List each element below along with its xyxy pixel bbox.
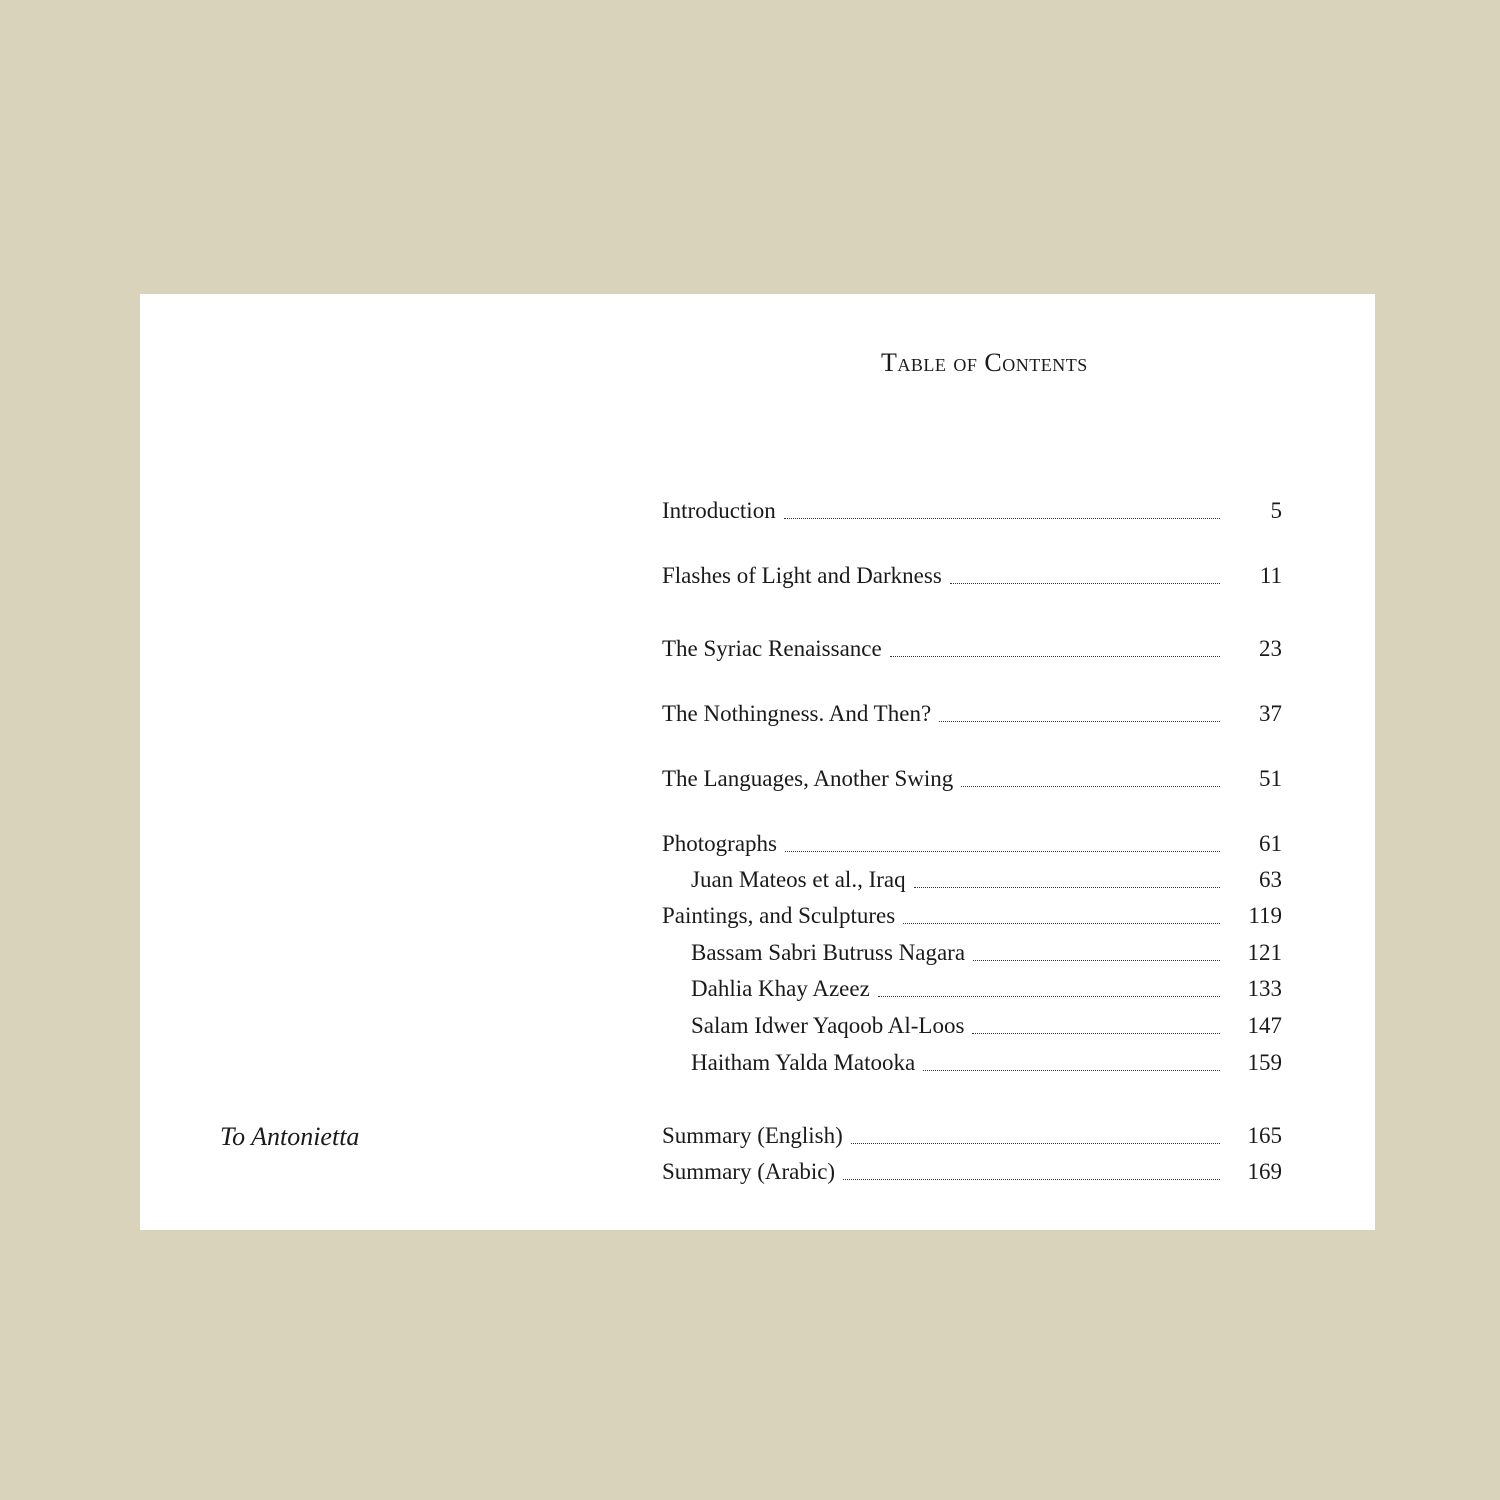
toc-entry-page: 61 — [1259, 831, 1282, 856]
dot-leader — [878, 996, 1220, 997]
toc-entry-page: 159 — [1247, 1050, 1282, 1075]
toc-entry — [662, 698, 1282, 730]
toc-subentry — [662, 973, 1282, 1005]
toc-title: Table of Contents — [881, 348, 1088, 377]
toc-entry-label: Juan Mateos et al., Iraq — [691, 867, 906, 892]
dedication: To Antonietta — [220, 1122, 360, 1151]
toc-entry — [662, 828, 1282, 860]
toc-entry — [662, 495, 1282, 527]
toc-entry-page: 23 — [1259, 636, 1282, 661]
toc-entry-label: Dahlia Khay Azeez — [691, 976, 870, 1001]
toc-entry-page: 169 — [1247, 1159, 1282, 1184]
toc-subentry — [662, 1010, 1282, 1042]
toc-entry-label: Summary (English) — [662, 1123, 843, 1148]
toc-subentry — [662, 864, 1282, 896]
dot-leader — [903, 923, 1220, 924]
dot-leader — [914, 887, 1220, 888]
toc-entry-label: The Syriac Renaissance — [662, 636, 882, 661]
toc-entry — [662, 560, 1282, 592]
toc-entry-label: Haitham Yalda Matooka — [691, 1050, 916, 1075]
toc-entry-label: Flashes of Light and Darkness — [662, 563, 942, 588]
toc-subentry — [662, 937, 1282, 969]
toc-entry-page: 11 — [1259, 563, 1282, 588]
dot-leader — [843, 1179, 1220, 1180]
toc-entry-label: Paintings, and Sculptures — [662, 903, 896, 928]
toc-entry-label: Summary (Arabic) — [662, 1159, 836, 1184]
dot-leader — [923, 1070, 1220, 1071]
dot-leader — [961, 786, 1220, 787]
toc-entry-page: 133 — [1247, 976, 1282, 1001]
dot-leader — [972, 1033, 1220, 1034]
toc-entry-label: Bassam Sabri Butruss Nagara — [691, 940, 966, 965]
toc-entry-page: 5 — [1270, 498, 1282, 523]
dot-leader — [973, 960, 1220, 961]
toc-entry-label: Photographs — [662, 831, 777, 856]
book-spread — [140, 294, 1375, 1230]
dot-leader — [950, 583, 1220, 584]
toc-entry-label: Introduction — [662, 498, 776, 523]
toc-entry-page: 147 — [1247, 1013, 1282, 1038]
toc-entry-label: Salam Idwer Yaqoob Al-Loos — [691, 1013, 965, 1038]
dot-leader — [939, 721, 1220, 722]
dot-leader — [890, 656, 1220, 657]
toc-entry-page: 165 — [1247, 1123, 1282, 1148]
toc-entry-page: 63 — [1259, 867, 1282, 892]
toc-entry-label: The Nothingness. And Then? — [662, 701, 932, 726]
dot-leader — [851, 1143, 1220, 1144]
dot-leader — [784, 518, 1220, 519]
toc-entry-page: 37 — [1259, 701, 1282, 726]
toc-subentry — [662, 1047, 1282, 1079]
toc-entry-page: 119 — [1248, 903, 1282, 928]
toc-entry-page: 121 — [1247, 940, 1282, 965]
toc-entry — [662, 763, 1282, 795]
toc-entry-page: 51 — [1259, 766, 1282, 791]
toc-entry-label: The Languages, Another Swing — [662, 766, 954, 791]
toc-entry — [662, 1120, 1282, 1152]
toc-entry — [662, 633, 1282, 665]
toc-list — [662, 294, 1282, 1230]
toc-entry — [662, 900, 1282, 932]
toc-entry — [662, 1156, 1282, 1188]
dot-leader — [785, 851, 1220, 852]
